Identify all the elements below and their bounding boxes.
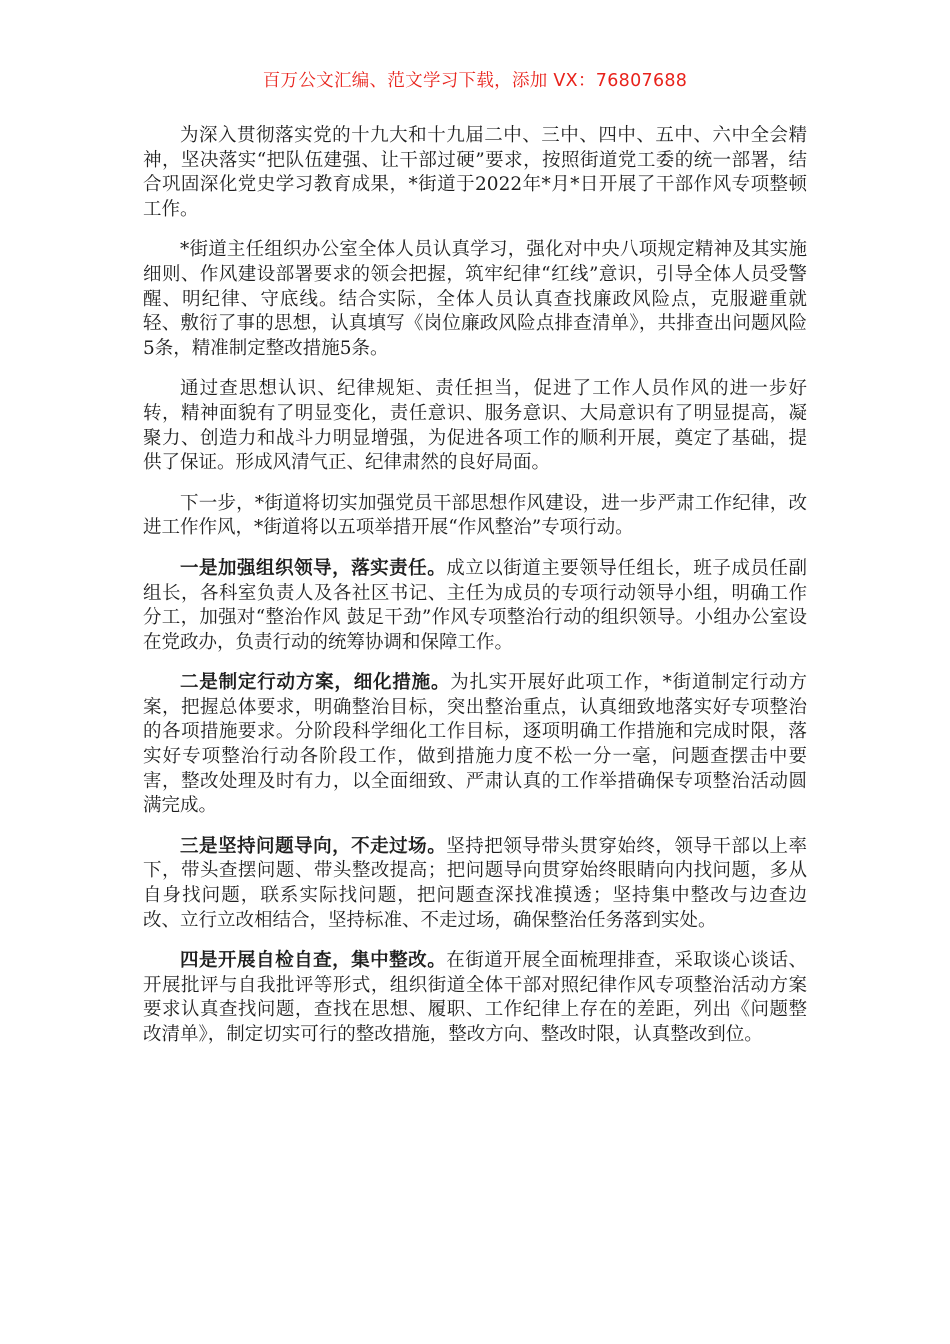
paragraph-measure-1 bbox=[143, 557, 807, 655]
paragraph-text: 下一步，*街道将切实加强党员干部思想作风建设，进一步严肃工作纪律，改进工作作风，*街道将以五项举措开展“作风整治”专项行动。 bbox=[143, 492, 807, 539]
paragraph-lead: 三是坚持问题导向，不走过场。 bbox=[180, 835, 447, 857]
paragraph-lead: 二是制定行动方案，细化措施。 bbox=[180, 672, 451, 694]
paragraph-measure-3 bbox=[143, 835, 807, 933]
paragraph-lead: 四是开展自检自查，集中整改。 bbox=[180, 950, 447, 972]
paragraph-measure-4 bbox=[143, 949, 807, 1047]
paragraph-results bbox=[143, 377, 807, 475]
document-body bbox=[143, 124, 807, 1064]
paragraph-next-step bbox=[143, 492, 807, 541]
paragraph-text: 通过查思想认识、纪律规矩、责任担当，促进了工作人员作风的进一步好转，精神面貌有了明显变化，责任意识、服务意识、大局意识有了明显提高，凝聚力、创造力和战斗力明显增强，为促进各项工作的顺利开展，奠定了基础，提供了保证。形成风清气正、纪律肃然的良好局面。 bbox=[143, 378, 807, 474]
paragraph-study bbox=[143, 238, 807, 361]
paragraph-lead: 一是加强组织领导，落实责任。 bbox=[180, 557, 447, 579]
download-banner: 百万公文汇编、范文学习下载，添加 VX：76807688 bbox=[262, 71, 688, 91]
paragraph-text: 为扎实开展好此项工作，*街道制定行动方案，把握总体要求，明确整治目标，突出整治重点，认真细致地落实好专项整治的各项措施要求。分阶段科学细化工作目标，逐项明确工作措施和完成时限，落实好专项整治行动各阶段工作，做到措施力度不松一分一毫，问题查摆击中要害，整改处理及时有力，以全面细致、严肃认真的工作举措确保专项整治活动圆满完成。 bbox=[143, 672, 807, 817]
paragraph-text: 成立以街道主要领导任组长，班子成员任副组长，各科室负责人及各社区书记、主任为成员的专项行动领导小组，明确工作分工，加强对“整治作风 鼓足干劲”作风专项整治行动的组织领导。小组办公室设在党政办，负责行动的统筹协调和保障工作。 bbox=[143, 557, 807, 653]
paragraph-text: *街道主任组织办公室全体人员认真学习，强化对中央八项规定精神及其实施细则、作风建设部署要求的领会把握，筑牢纪律“红线”意识，引导全体人员受警醒、明纪律、守底线。结合实际，全体人员认真查找廉政风险点，克服避重就轻、敷衍了事的思想，认真填写《岗位廉政风险点排查清单》，共排查出问题风险5条，精准制定整改措施5条。 bbox=[143, 239, 807, 359]
paragraph-text: 为深入贯彻落实党的十九大和十九届二中、三中、四中、五中、六中全会精神，坚决落实“把队伍建强、让干部过硬”要求，按照街道党工委的统一部署，结合巩固深化党史学习教育成果，*街道于2022年*月*日开展了干部作风专项整顿工作。 bbox=[143, 125, 807, 220]
paragraph-text: 坚持把领导带头贯穿始终，领导干部以上率下，带头查摆问题、带头整改提高；把问题导向贯穿始终眼睛向内找问题，多从自身找问题，联系实际找问题，把问题查深找准摸透；坚持集中整改与边查边改、立行立改相结合，坚持标准、不走过场，确保整治任务落到实处。 bbox=[143, 835, 807, 931]
paragraph-intro bbox=[143, 124, 807, 222]
paragraph-text: 在街道开展全面梳理排查，采取谈心谈话、开展批评与自我批评等形式，组织街道全体干部对照纪律作风专项整治活动方案要求认真查找问题，查找在思想、履职、工作纪律上存在的差距，列出《问题整改清单》，制定切实可行的整改措施，整改方向、整改时限，认真整改到位。 bbox=[143, 950, 807, 1045]
paragraph-measure-2 bbox=[143, 671, 807, 819]
